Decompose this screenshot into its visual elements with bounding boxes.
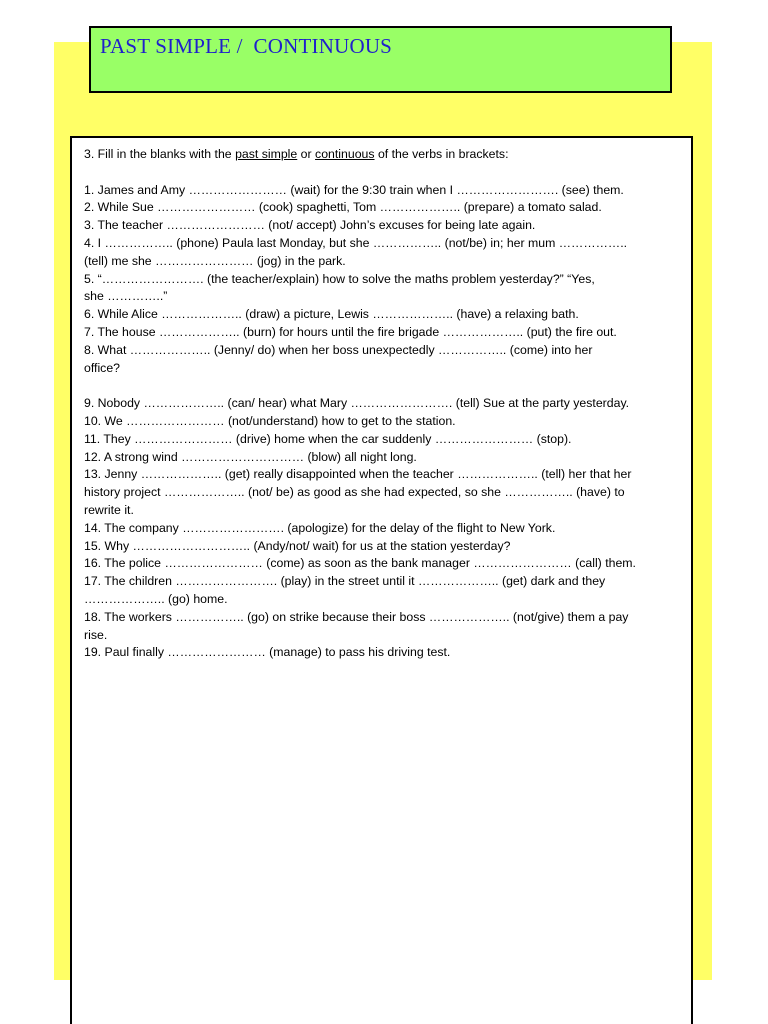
exercise-line: 11. They …………………… (drive) home when the car suddenly …………………… (stop). bbox=[84, 431, 572, 446]
exercise-line: she …………..” bbox=[84, 289, 168, 304]
exercise-line: ……………….. (go) home. bbox=[84, 591, 228, 606]
spacer bbox=[84, 377, 682, 395]
exercise-line: 2. While Sue …………………… (cook) spaghetti, Tom ……………….. (prepare) a tomato salad. bbox=[84, 200, 602, 215]
exercise-line: 10. We …………………… (not/understand) how to get to the station. bbox=[84, 413, 456, 428]
instruction-suffix: of the verbs in brackets: bbox=[374, 147, 509, 161]
exercise-line: 1. James and Amy …………………… (wait) for the 9:30 train when I ……………………. (see) them. bbox=[84, 182, 624, 197]
spacer bbox=[84, 164, 682, 182]
exercise-line: 9. Nobody ……………….. (can/ hear) what Mary ……………………. (tell) Sue at the party yesterday. bbox=[84, 396, 630, 411]
instruction-line bbox=[84, 146, 682, 164]
exercise-line: 17. The children ……………………. (play) in the street until it ……………….. (get) dark and they bbox=[84, 574, 606, 589]
exercise-line: 8. What ……………….. (Jenny/ do) when her boss unexpectedly …………….. (come) into her bbox=[84, 342, 593, 357]
exercise-list bbox=[84, 182, 682, 663]
exercise-line: rise. bbox=[84, 627, 108, 642]
exercise-line: history project ……………….. (not/ be) as good as she had expected, so she …………….. (have) to bbox=[84, 485, 625, 500]
exercise-line: 18. The workers …………….. (go) on strike because their boss ……………….. (not/give) them a pay bbox=[84, 609, 629, 624]
exercise-line: 15. Why ……………………….. (Andy/not/ wait) for us at the station yesterday? bbox=[84, 538, 511, 553]
instruction-term-continuous: continuous bbox=[315, 147, 375, 161]
exercise-line: 3. The teacher …………………… (not/ accept) John’s excuses for being late again. bbox=[84, 218, 536, 233]
exercise-line: 5. “……………………. (the teacher/explain) how to solve the maths problem yesterday?” “Yes, bbox=[84, 271, 595, 286]
exercise-line: 6. While Alice ……………….. (draw) a picture, Lewis ……………….. (have) a relaxing bath. bbox=[84, 307, 579, 322]
exercise-line: 4. I …………….. (phone) Paula last Monday, but she …………….. (not/be) in; her mum …………….. bbox=[84, 235, 628, 250]
instruction-prefix: 3. Fill in the blanks with the bbox=[84, 147, 236, 161]
exercise-line: 19. Paul finally …………………… (manage) to pass his driving test. bbox=[84, 645, 451, 660]
exercise-content bbox=[84, 146, 682, 662]
exercise-line: 14. The company ……………………. (apologize) for the delay of the flight to New York. bbox=[84, 520, 556, 535]
page-title: PAST SIMPLE / CONTINUOUS bbox=[100, 34, 393, 58]
instruction-term-past-simple: past simple bbox=[235, 147, 298, 161]
exercise-line: 7. The house ……………….. (burn) for hours until the fire brigade ……………….. (put) the fire out. bbox=[84, 324, 617, 339]
exercise-line: 12. A strong wind ………………………… (blow) all night long. bbox=[84, 449, 417, 464]
exercise-box bbox=[70, 136, 693, 1024]
exercise-line: rewrite it. bbox=[84, 502, 134, 517]
instruction-middle: or bbox=[297, 147, 316, 161]
exercise-line: office? bbox=[84, 360, 121, 375]
exercise-line: 16. The police …………………… (come) as soon as the bank manager …………………… (call) them. bbox=[84, 556, 636, 571]
exercise-line: (tell) me she …………………… (jog) in the park. bbox=[84, 253, 346, 268]
exercise-line: 13. Jenny ……………….. (get) really disappointed when the teacher ……………….. (tell) her that her bbox=[84, 467, 632, 482]
